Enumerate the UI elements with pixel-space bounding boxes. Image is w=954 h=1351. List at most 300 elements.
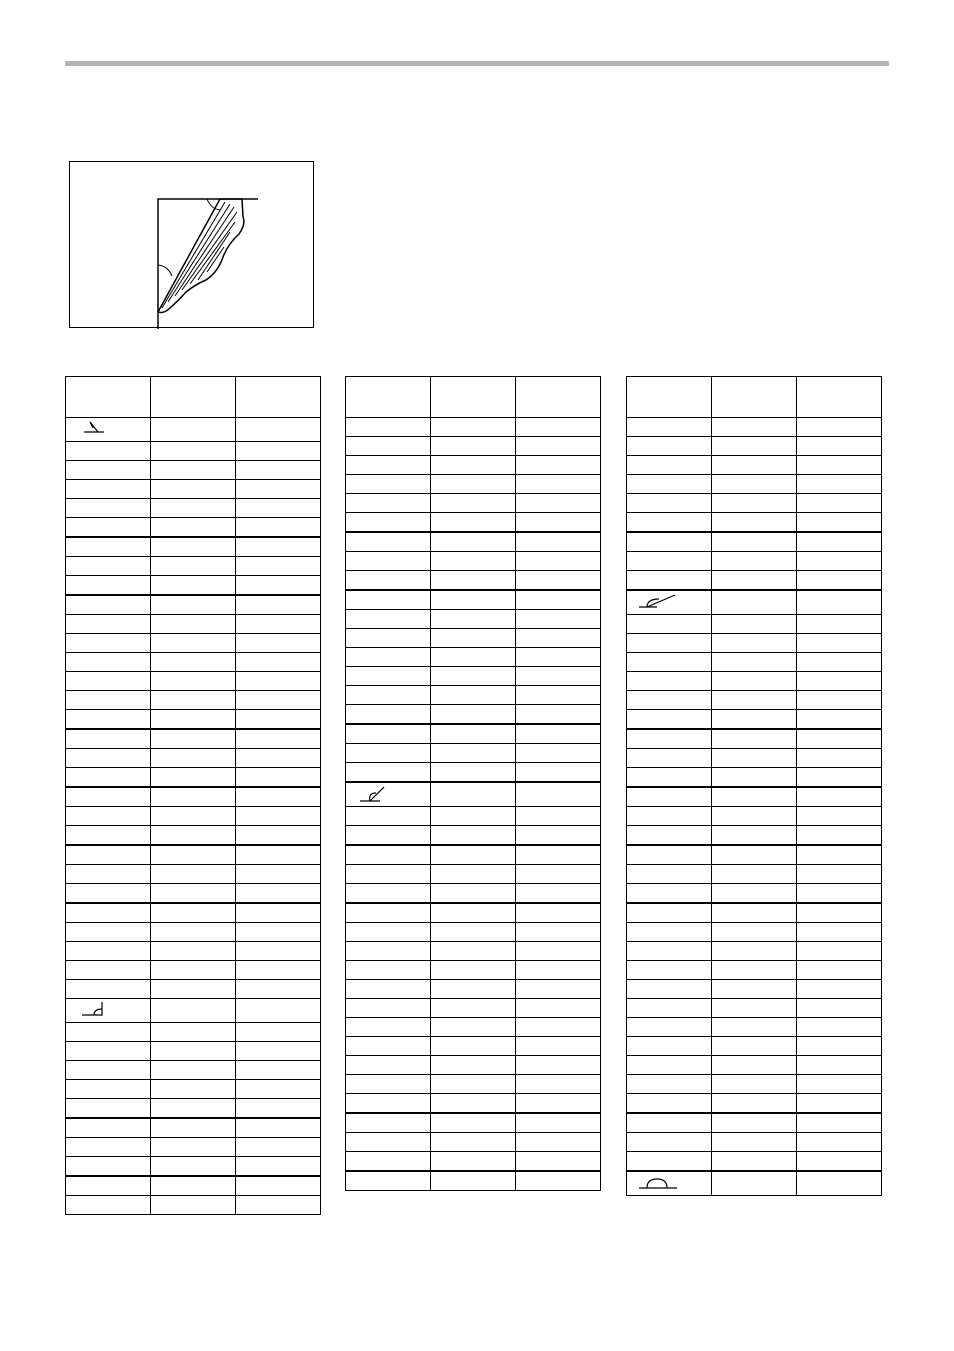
table-cell (346, 475, 431, 494)
table-cell (627, 513, 712, 533)
table-cell (797, 749, 882, 768)
table-cell (346, 456, 431, 475)
table-cell (712, 552, 797, 571)
table-cell (236, 576, 321, 596)
table-cell (151, 499, 236, 518)
table-cell (797, 1094, 882, 1114)
table-cell (66, 1042, 151, 1061)
table-row (66, 1138, 321, 1157)
table-cell (797, 1133, 882, 1152)
table-row (627, 865, 882, 884)
table-row (627, 787, 882, 807)
table-cell (797, 807, 882, 826)
table-row (66, 1023, 321, 1042)
table-row (627, 1133, 882, 1152)
table-row (627, 1075, 882, 1094)
table-row (627, 903, 882, 923)
table-row (346, 1113, 601, 1133)
table-row (66, 729, 321, 749)
table-row (627, 475, 882, 494)
table-row (346, 571, 601, 591)
table-cell (151, 1157, 236, 1177)
table-cell (151, 826, 236, 846)
table-cell (66, 1099, 151, 1119)
table-cell (516, 923, 601, 942)
table-cell (66, 442, 151, 461)
table-cell (151, 418, 236, 442)
table-cell (66, 961, 151, 980)
table-cell (66, 903, 151, 923)
table-cell (151, 595, 236, 615)
table-row (66, 595, 321, 615)
table-row (346, 532, 601, 552)
table-cell (151, 1099, 236, 1119)
table-cell (346, 667, 431, 686)
table-cell (627, 961, 712, 980)
table-cell (712, 1037, 797, 1056)
acute-angle-symbol-icon (356, 785, 398, 803)
table-cell (797, 980, 882, 999)
table-cell (151, 1061, 236, 1080)
table-row (346, 705, 601, 725)
table-right (626, 376, 882, 1196)
table-row (627, 571, 882, 591)
table-cell (516, 826, 601, 846)
table-cell (431, 552, 516, 571)
table-cell (66, 923, 151, 942)
table-cell (66, 884, 151, 904)
table-row (66, 537, 321, 557)
table-cell (431, 845, 516, 865)
table-cell (516, 1094, 601, 1114)
table-cell (236, 634, 321, 653)
table-cell (627, 1133, 712, 1152)
table-row (627, 456, 882, 475)
table-cell (627, 1113, 712, 1133)
table-cell (151, 980, 236, 999)
table-cell (236, 672, 321, 691)
table-cell (346, 532, 431, 552)
table-cell (431, 1133, 516, 1152)
table-row (346, 494, 601, 513)
table-cell (151, 518, 236, 538)
table-cell (66, 999, 151, 1023)
table-cell (516, 610, 601, 629)
table-row (627, 615, 882, 634)
table-cell (66, 595, 151, 615)
molding-figure (69, 161, 314, 328)
table-row (66, 942, 321, 961)
table-row (627, 691, 882, 710)
table-cell (236, 537, 321, 557)
table-left (65, 376, 321, 1215)
flat-angle-symbol-icon (637, 1174, 679, 1192)
table-cell (516, 629, 601, 648)
table-row (346, 744, 601, 763)
table-cell (236, 1061, 321, 1080)
table-cell (431, 475, 516, 494)
table-row (346, 418, 601, 437)
table-row (66, 980, 321, 999)
table-row (627, 807, 882, 826)
table-row (346, 1056, 601, 1075)
obtuse-angle-symbol-icon (637, 593, 679, 611)
table-cell (712, 672, 797, 691)
table-cell (236, 749, 321, 768)
table-cell (797, 571, 882, 591)
table-cell (66, 672, 151, 691)
table-cell (797, 552, 882, 571)
table-cell (236, 461, 321, 480)
table-cell (712, 634, 797, 653)
table-cell (516, 1075, 601, 1094)
table-cell (627, 532, 712, 552)
table-row (627, 1037, 882, 1056)
table-cell (431, 826, 516, 846)
table-row (627, 1113, 882, 1133)
table-cell (516, 494, 601, 513)
table-cell (627, 787, 712, 807)
table-row (346, 826, 601, 846)
table-cell (797, 903, 882, 923)
table-row (346, 884, 601, 904)
table-cell (431, 807, 516, 826)
table-cell (346, 807, 431, 826)
crown-molding-cross-section-icon (70, 162, 315, 329)
table-row (66, 1176, 321, 1196)
table-cell (66, 1023, 151, 1042)
table-cell (66, 653, 151, 672)
table-row (627, 768, 882, 788)
table-cell (151, 865, 236, 884)
table-row (66, 710, 321, 730)
table-row (627, 942, 882, 961)
table-cell (236, 1042, 321, 1061)
table-cell (712, 999, 797, 1018)
table-cell (151, 923, 236, 942)
table-cell (151, 461, 236, 480)
table-row (346, 1152, 601, 1172)
table-row (66, 1118, 321, 1138)
table-cell (431, 667, 516, 686)
table-cell (516, 845, 601, 865)
table-cell (712, 1075, 797, 1094)
table-cell (627, 1094, 712, 1114)
table-cell (66, 1061, 151, 1080)
table-cell (516, 475, 601, 494)
table-row (66, 442, 321, 461)
table-cell (627, 845, 712, 865)
table-cell (712, 513, 797, 533)
table-row (346, 437, 601, 456)
table-cell (712, 590, 797, 615)
table-cell (431, 610, 516, 629)
table-cell (236, 418, 321, 442)
table-row (66, 865, 321, 884)
table-cell (66, 518, 151, 538)
table-row (627, 729, 882, 749)
table-row (66, 576, 321, 596)
table-cell (346, 961, 431, 980)
table-cell (66, 691, 151, 710)
table-cell (236, 980, 321, 999)
table-cell (797, 590, 882, 615)
table-cell (627, 1171, 712, 1196)
table-cell (712, 456, 797, 475)
table-cell (516, 980, 601, 999)
table-cell (346, 648, 431, 667)
table-row (346, 686, 601, 705)
table-cell (797, 845, 882, 865)
table-cell (346, 1171, 431, 1191)
table-cell (627, 672, 712, 691)
table-cell (516, 942, 601, 961)
table-row (66, 787, 321, 807)
table-cell (236, 768, 321, 788)
table-row (66, 903, 321, 923)
table-cell (431, 744, 516, 763)
table-cell (797, 418, 882, 437)
table-row (627, 999, 882, 1018)
table-row (66, 749, 321, 768)
table-cell (627, 1056, 712, 1075)
table-row (346, 513, 601, 533)
table-cell (797, 942, 882, 961)
table-cell (346, 418, 431, 437)
table-cell (516, 1133, 601, 1152)
table-cell (66, 749, 151, 768)
table-cell (431, 942, 516, 961)
table-cell (516, 456, 601, 475)
table-row (627, 884, 882, 904)
table-cell (516, 1171, 601, 1191)
table-cell (516, 513, 601, 533)
table-cell (797, 1171, 882, 1196)
table-cell (516, 686, 601, 705)
table-cell (712, 532, 797, 552)
table-cell (66, 576, 151, 596)
table-cell (346, 590, 431, 610)
table-cell (627, 749, 712, 768)
table-cell (797, 1018, 882, 1037)
table-row (66, 418, 321, 442)
table-header-row (66, 377, 321, 418)
table-cell (712, 1113, 797, 1133)
table-cell (797, 884, 882, 904)
table-cell (431, 865, 516, 884)
table-row (346, 961, 601, 980)
table-cell (346, 705, 431, 725)
table-cell (797, 768, 882, 788)
table-cell (627, 710, 712, 730)
table-cell (431, 1018, 516, 1037)
table-cell (66, 461, 151, 480)
table-row (346, 475, 601, 494)
table-cell (431, 437, 516, 456)
table-cell (151, 845, 236, 865)
table-row (346, 782, 601, 807)
table-cell (712, 691, 797, 710)
table-cell (151, 749, 236, 768)
table-cell (236, 691, 321, 710)
table-cell (797, 787, 882, 807)
table-cell (627, 865, 712, 884)
table-cell (797, 826, 882, 846)
table-row (346, 1094, 601, 1114)
table-cell (236, 1023, 321, 1042)
table-middle (345, 376, 601, 1191)
wall-angle-symbol-icon (76, 1001, 118, 1019)
table-cell (66, 1118, 151, 1138)
table-cell (797, 1037, 882, 1056)
table-row (346, 999, 601, 1018)
table-cell (151, 634, 236, 653)
table-cell (431, 418, 516, 437)
table-cell (151, 710, 236, 730)
table-cell (627, 552, 712, 571)
table-cell (712, 942, 797, 961)
table-cell (712, 923, 797, 942)
table-cell (346, 744, 431, 763)
table-row (66, 672, 321, 691)
table-cell (431, 782, 516, 807)
table-cell (712, 826, 797, 846)
table-cell (151, 1080, 236, 1099)
table-cell (712, 475, 797, 494)
table-cell (151, 576, 236, 596)
table-cell (151, 615, 236, 634)
table-cell (516, 552, 601, 571)
header-rule (65, 61, 889, 66)
header-cell (627, 377, 712, 418)
table-row (66, 826, 321, 846)
table-cell (236, 787, 321, 807)
table-cell (712, 884, 797, 904)
table-cell (346, 1152, 431, 1172)
table-cell (516, 437, 601, 456)
table-row (627, 961, 882, 980)
table-row (66, 1061, 321, 1080)
table-cell (431, 961, 516, 980)
table-row (346, 724, 601, 744)
table-cell (66, 1196, 151, 1215)
table-cell (66, 865, 151, 884)
table-cell (236, 923, 321, 942)
table-cell (627, 475, 712, 494)
table-cell (236, 1196, 321, 1215)
table-cell (516, 418, 601, 437)
table-row (346, 1171, 601, 1191)
table-cell (66, 499, 151, 518)
table-cell (431, 1152, 516, 1172)
header-cell (797, 377, 882, 418)
table-cell (516, 590, 601, 610)
table-row (346, 648, 601, 667)
table-row (627, 1056, 882, 1075)
table-row (346, 667, 601, 686)
table-cell (236, 961, 321, 980)
table-cell (236, 807, 321, 826)
table-cell (431, 724, 516, 744)
table-row (627, 590, 882, 615)
table-cell (627, 807, 712, 826)
table-cell (516, 724, 601, 744)
table-cell (516, 807, 601, 826)
table-cell (236, 480, 321, 499)
table-cell (797, 961, 882, 980)
table-cell (516, 782, 601, 807)
table-cell (236, 729, 321, 749)
table-cell (66, 537, 151, 557)
table-row (627, 845, 882, 865)
table-cell (346, 494, 431, 513)
table-row (66, 1099, 321, 1119)
table-cell (431, 763, 516, 783)
table-cell (236, 615, 321, 634)
table-cell (431, 590, 516, 610)
table-row (627, 1018, 882, 1037)
table-row (66, 845, 321, 865)
table-row (66, 1157, 321, 1177)
table-cell (431, 1056, 516, 1075)
table-row (627, 418, 882, 437)
table-row (346, 763, 601, 783)
table-row (346, 1133, 601, 1152)
table-cell (797, 710, 882, 730)
table-cell (431, 705, 516, 725)
table-cell (151, 442, 236, 461)
table-row (346, 923, 601, 942)
table-cell (516, 763, 601, 783)
table-cell (797, 615, 882, 634)
table-cell (797, 475, 882, 494)
table-cell (236, 1157, 321, 1177)
table-row (66, 923, 321, 942)
table-cell (516, 1113, 601, 1133)
table-cell (516, 865, 601, 884)
table-cell (797, 729, 882, 749)
table-row (627, 653, 882, 672)
table-cell (431, 923, 516, 942)
table-cell (516, 667, 601, 686)
table-cell (66, 634, 151, 653)
table-cell (516, 1018, 601, 1037)
table-row (346, 1037, 601, 1056)
table-cell (712, 418, 797, 437)
table-cell (712, 865, 797, 884)
table-cell (627, 653, 712, 672)
table-row (66, 615, 321, 634)
table-cell (431, 1094, 516, 1114)
table-row (627, 513, 882, 533)
table-cell (66, 1157, 151, 1177)
table-row (346, 980, 601, 999)
table-cell (66, 787, 151, 807)
table-cell (797, 1152, 882, 1172)
table-cell (151, 807, 236, 826)
table-cell (346, 865, 431, 884)
table-cell (66, 1080, 151, 1099)
table-cell (236, 1080, 321, 1099)
table-cell (66, 418, 151, 442)
table-header-row (627, 377, 882, 418)
table-cell (797, 653, 882, 672)
table-cell (66, 1176, 151, 1196)
table-cell (712, 1094, 797, 1114)
table-cell (431, 1075, 516, 1094)
table-cell (712, 1152, 797, 1172)
table-cell (346, 1133, 431, 1152)
